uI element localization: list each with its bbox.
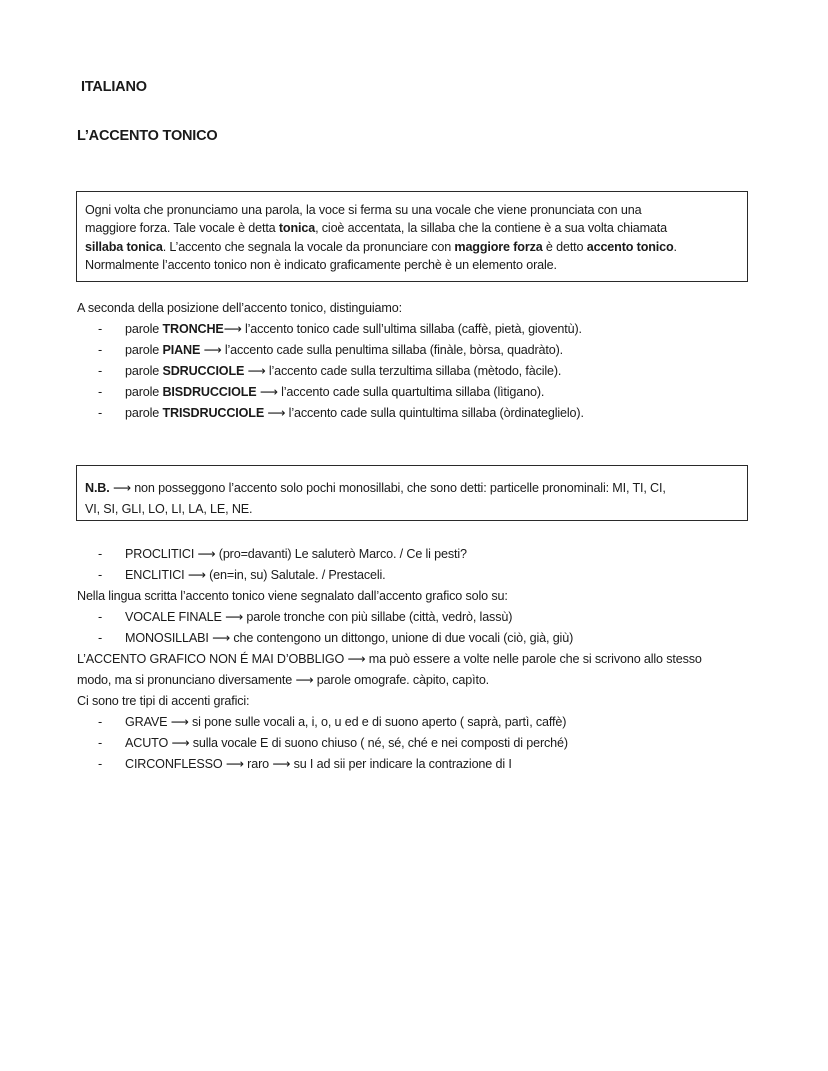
bullet-dash: - — [98, 568, 103, 582]
list-item-proclitici — [98, 545, 467, 563]
text-run: parole — [125, 322, 163, 336]
text-run: , cioè accentata, la sillaba che la contiene è a sua volta chiamata — [315, 221, 667, 236]
text-run: ⟶ l’accento cade sulla terzultima sillaba (mètodo, fàcile). — [244, 364, 562, 378]
bullet-dash: - — [98, 406, 103, 420]
bold-term: PIANE — [162, 343, 201, 357]
definition-line-3 — [85, 238, 739, 256]
text-run: maggiore forza. Tale vocale è detta — [85, 221, 279, 236]
bullet-dash: - — [98, 364, 103, 378]
written-accent-lead: Nella lingua scritta l’accento tonico viene segnalato dall’accento grafico solo su: — [77, 589, 508, 603]
nota-bene-line-1 — [85, 478, 739, 499]
definition-line-2 — [85, 219, 739, 237]
text-run: parole — [125, 343, 163, 357]
list-item-sdrucciole — [98, 362, 561, 380]
text-run: ⟶ l’accento cade sulla quintultima sillaba (òrdinateglielo). — [264, 406, 584, 420]
nota-bene-box — [76, 465, 748, 521]
list-item-tronche — [98, 320, 582, 338]
text-run: MONOSILLABI ⟶ che contengono un dittongo, unione di due vocali (ciò, già, giù) — [125, 631, 574, 645]
optional-accent-line-2: modo, ma si pronunciano diversamente ⟶ parole omografe. càpito, capìto. — [77, 673, 490, 687]
text-run: CIRCONFLESSO ⟶ raro ⟶ su I ad sii per indicare la contrazione di I — [125, 757, 512, 771]
bullet-dash: - — [98, 547, 103, 561]
bold-term-maggiore-forza: maggiore forza — [454, 239, 543, 254]
nota-bene-line-2: VI, SI, GLI, LO, LI, LA, LE, NE. — [85, 501, 253, 516]
bold-term: BISDRUCCIOLE — [162, 385, 257, 399]
bullet-dash: - — [98, 715, 103, 729]
accent-types-lead: Ci sono tre tipi di accenti grafici: — [77, 694, 250, 708]
bold-term: TRONCHE — [162, 322, 224, 336]
list-item-enclitici — [98, 566, 386, 584]
bold-term: TRISDRUCCIOLE — [162, 406, 265, 420]
classification-lead: A seconda della posizione dell’accento tonico, distinguiamo: — [77, 301, 402, 315]
text-run: ENCLITICI ⟶ (en=in, su) Salutale. / Prestaceli. — [125, 568, 386, 582]
text-run: PROCLITICI ⟶ (pro=davanti) Le saluterò Marco. / Ce li pesti? — [125, 547, 467, 561]
definition-line-4: Normalmente l’accento tonico non è indicato graficamente perchè è un elemento orale. — [85, 257, 557, 272]
text-run: GRAVE ⟶ si pone sulle vocali a, i, o, u ed e di suono aperto ( saprà, partì, caffè) — [125, 715, 567, 729]
subject-heading: ITALIANO — [81, 79, 147, 95]
bullet-dash: - — [98, 343, 103, 357]
list-item-grave — [98, 713, 566, 731]
text-run: parole — [125, 406, 163, 420]
text-run: ⟶ non posseggono l’accento solo pochi monosillabi, che sono detti: particelle pronominali: MI, TI, CI, — [109, 481, 666, 495]
text-run: VOCALE FINALE ⟶ parole tronche con più sillabe (città, vedrò, lassù) — [125, 610, 513, 624]
text-run: . — [673, 239, 677, 254]
bold-term: SDRUCCIOLE — [162, 364, 245, 378]
text-run: ⟶ l’accento cade sulla quartultima sillaba (lìtigano). — [256, 385, 545, 399]
bullet-dash: - — [98, 757, 103, 771]
list-item-monosillabi — [98, 629, 573, 647]
list-item-vocale-finale — [98, 608, 512, 626]
text-run: ACUTO ⟶ sulla vocale E di suono chiuso ( né, sé, ché e nei composti di perché) — [125, 736, 568, 750]
list-item-bisdrucciole — [98, 383, 544, 401]
list-item-piane — [98, 341, 563, 359]
bold-term-accento-tonico: accento tonico — [586, 239, 674, 254]
bullet-dash: - — [98, 736, 103, 750]
bold-term-tonica: tonica — [278, 221, 316, 236]
text-run: . L’accento che segnala la vocale da pronunciare con — [162, 239, 455, 254]
page-title: L’ACCENTO TONICO — [77, 128, 218, 144]
list-item-trisdrucciole — [98, 404, 584, 422]
bullet-dash: - — [98, 385, 103, 399]
list-item-acuto — [98, 734, 568, 752]
text-run: parole — [125, 385, 163, 399]
text-run: è detto — [542, 239, 587, 254]
text-run: parole — [125, 364, 163, 378]
bullet-dash: - — [98, 322, 103, 336]
nota-bene-label: N.B. — [85, 481, 110, 495]
definition-line-1: Ogni volta che pronunciamo una parola, la voce si ferma su una vocale che viene pronunciata con una — [85, 203, 642, 217]
bold-term-sillaba-tonica: sillaba tonica — [85, 239, 163, 254]
text-run: ⟶ l’accento cade sulla penultima sillaba (finàle, bòrsa, quadràto). — [200, 343, 563, 357]
definition-box — [76, 191, 748, 282]
list-item-circonflesso — [98, 755, 512, 773]
bullet-dash: - — [98, 631, 103, 645]
optional-accent-line-1: L’ACCENTO GRAFICO NON É MAI D’OBBLIGO ⟶ ma può essere a volte nelle parole che si scrivono allo stesso — [77, 652, 702, 666]
bullet-dash: - — [98, 610, 103, 624]
text-run: ⟶ l’accento tonico cade sull’ultima sillaba (caffè, pietà, gioventù). — [223, 322, 582, 336]
